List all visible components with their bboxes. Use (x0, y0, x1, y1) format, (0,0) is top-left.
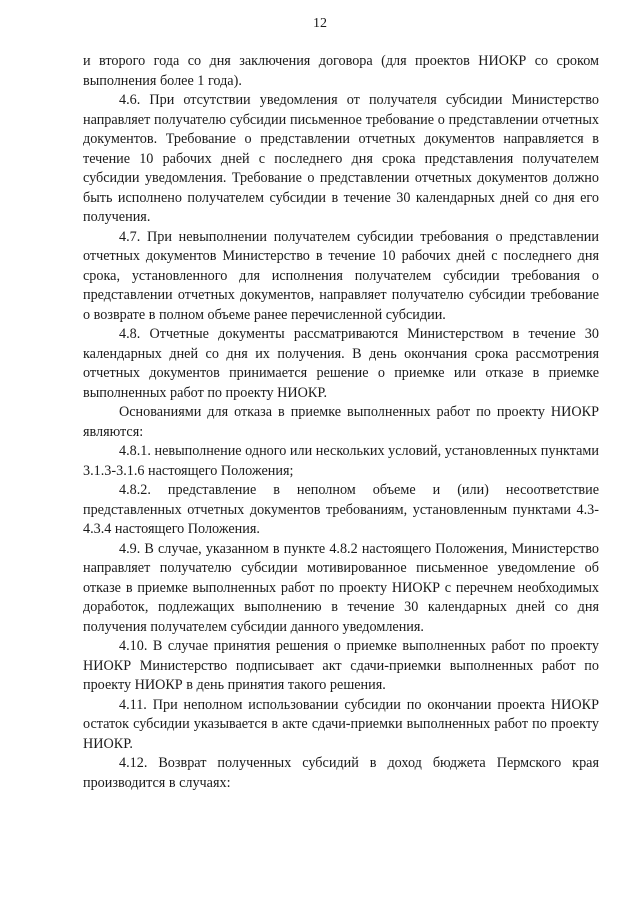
page-number: 12 (313, 16, 327, 31)
paragraph-4-10: 4.10. В случае принятия решения о приемке выполненных работ по проекту НИОКР Министерство подписывает акт сдачи-приемки выполненных работ по проекту НИОКР в день принятия такого решения. (83, 638, 599, 693)
paragraph-4-8-2: 4.8.2. представление в неполном объеме и (или) несоответствие представленных отчетных документов требованиям, установленным пунктами 4.3-4.3.4 настоящего Положения. (83, 482, 599, 537)
document-body (83, 52, 599, 793)
paragraph-4-7: 4.7. При невыполнении получателем субсидии требования о представлении отчетных документов Министерство в течение 10 рабочих дней с последнего дня срока, установленного для исполнения получателем субсидии требования о представлении отчетных документов, направляет получателю субсидии требование о возврате в полном объеме ранее перечисленной субсидии. (83, 228, 599, 323)
paragraph-continuation: и второго года со дня заключения договора (для проектов НИОКР со сроком выполнения более 1 года). (83, 53, 599, 89)
paragraph-4-11: 4.11. При неполном использовании субсидии по окончании проекта НИОКР остаток субсидии указывается в акте сдачи-приемки выполненных работ по проекту НИОКР. (83, 696, 599, 752)
paragraph-4-8: 4.8. Отчетные документы рассматриваются Министерством в течение 30 календарных дней со дня их получения. В день окончания срока рассмотрения отчетных документов принимается решение о приемке или отказе в приемке выполненных работ по проекту НИОКР. (83, 326, 599, 401)
paragraph-4-12: 4.12. Возврат полученных субсидий в доход бюджета Пермского края производится в случаях: (83, 755, 599, 791)
paragraph-4-8-1: 4.8.1. невыполнение одного или нескольких условий, установленных пунктами 3.1.3-3.1.6 настоящего Положения; (83, 443, 599, 479)
paragraph-4-9: 4.9. В случае, указанном в пункте 4.8.2 настоящего Положения, Министерство направляет получателю субсидии мотивированное письменное уведомление об отказе в приемке выполненных работ по проекту НИОКР с перечнем необходимых доработок, подлежащих выполнению в течение 30 календарных дней со дня получения получателем субсидии данного уведомления. (83, 540, 599, 635)
paragraph-4-6: 4.6. При отсутствии уведомления от получателя субсидии Министерство направляет получателю субсидии письменное требование о представлении отчетных документов. Требование о представлении отчетных документов направляется в течение 10 рабочих дней с последнего дня срока представления получателем субсидии уведомления. Требование о представлении отчетных документов должно быть исполнено получателем субсидии в течение 30 календарных дней со дня его получения. (83, 92, 599, 225)
paragraph-refusal-grounds: Основаниями для отказа в приемке выполненных работ по проекту НИОКР являются: (83, 404, 599, 440)
